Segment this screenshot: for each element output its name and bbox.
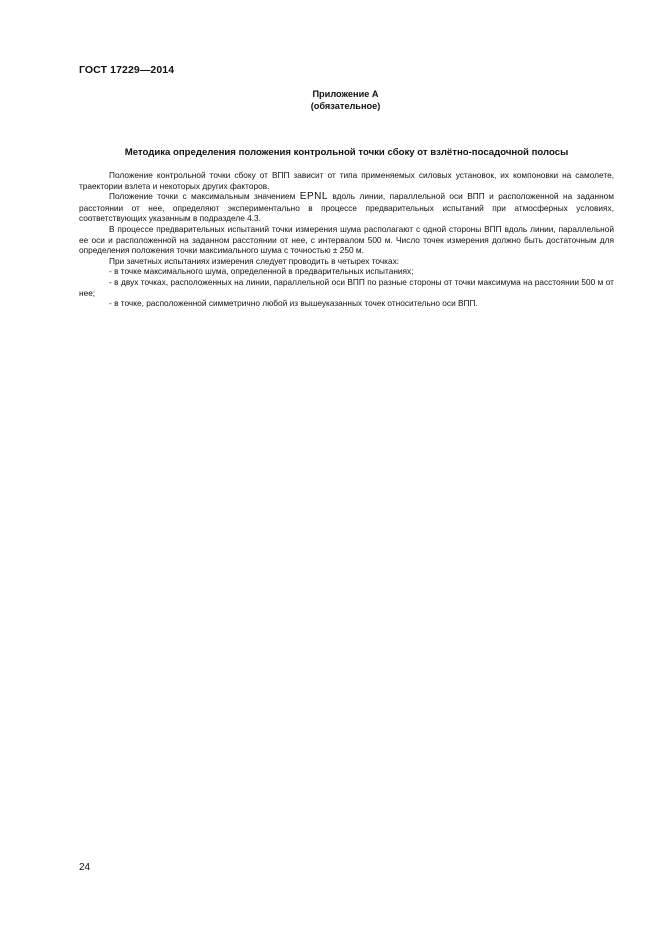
list-item: - в двух точках, расположенных на линии, параллельной оси ВПП по разные стороны от точки максимума на расстоянии 500 м от нее; xyxy=(79,276,614,298)
appendix-title: Приложение А xyxy=(312,89,379,99)
appendix-status: (обязательное) xyxy=(310,101,381,111)
page-number: 24 xyxy=(79,862,91,873)
epnl-symbol: EPNL xyxy=(299,191,328,203)
paragraph-4: При зачетных испытаниях измерения следует проводить в четырех точках: xyxy=(109,255,400,266)
paragraph-1: Положение контрольной точки сбоку от ВПП зависит от типа применяемых силовых установок, их компоновки на самолете, траектории взлета и некоторых других факторов. xyxy=(79,170,614,191)
list-item: - в точке, расположенной симметрично любой из вышеуказанных точек относительно оси ВПП. xyxy=(109,298,478,309)
section-title: Методика определения положения контрольной точки сбоку от взлётно-посадочной полосы xyxy=(124,147,569,158)
document-header: ГОСТ 17229—2014 xyxy=(79,64,175,76)
paragraph-2 xyxy=(79,191,614,224)
paragraph-2-end: вдоль линии, параллельной оси ВПП и расположенной на заданном расстоянии от нее, определяют экспериментально в процессе предварительных испытаний при атмосферных условиях, соответствующих указанным в подразделе 4.3. xyxy=(79,191,614,224)
appendix-heading xyxy=(0,88,661,112)
paragraph-2-start: Положение точки с максимальным значением xyxy=(109,191,300,202)
body-text xyxy=(79,170,614,309)
paragraph-3: В процессе предварительных испытаний точки измерения шума располагают с одной стороны ВПП вдоль линии, параллельной ее оси и расположенной на заданном расстоянии от нее, с интервалом 500 м. Число точек измерения должно быть достаточным для определения положения точки максимального шума с точностью ± 250 м. xyxy=(79,223,614,256)
list-item: - в точке максимального шума, определенной в предварительных испытаниях; xyxy=(109,266,414,277)
